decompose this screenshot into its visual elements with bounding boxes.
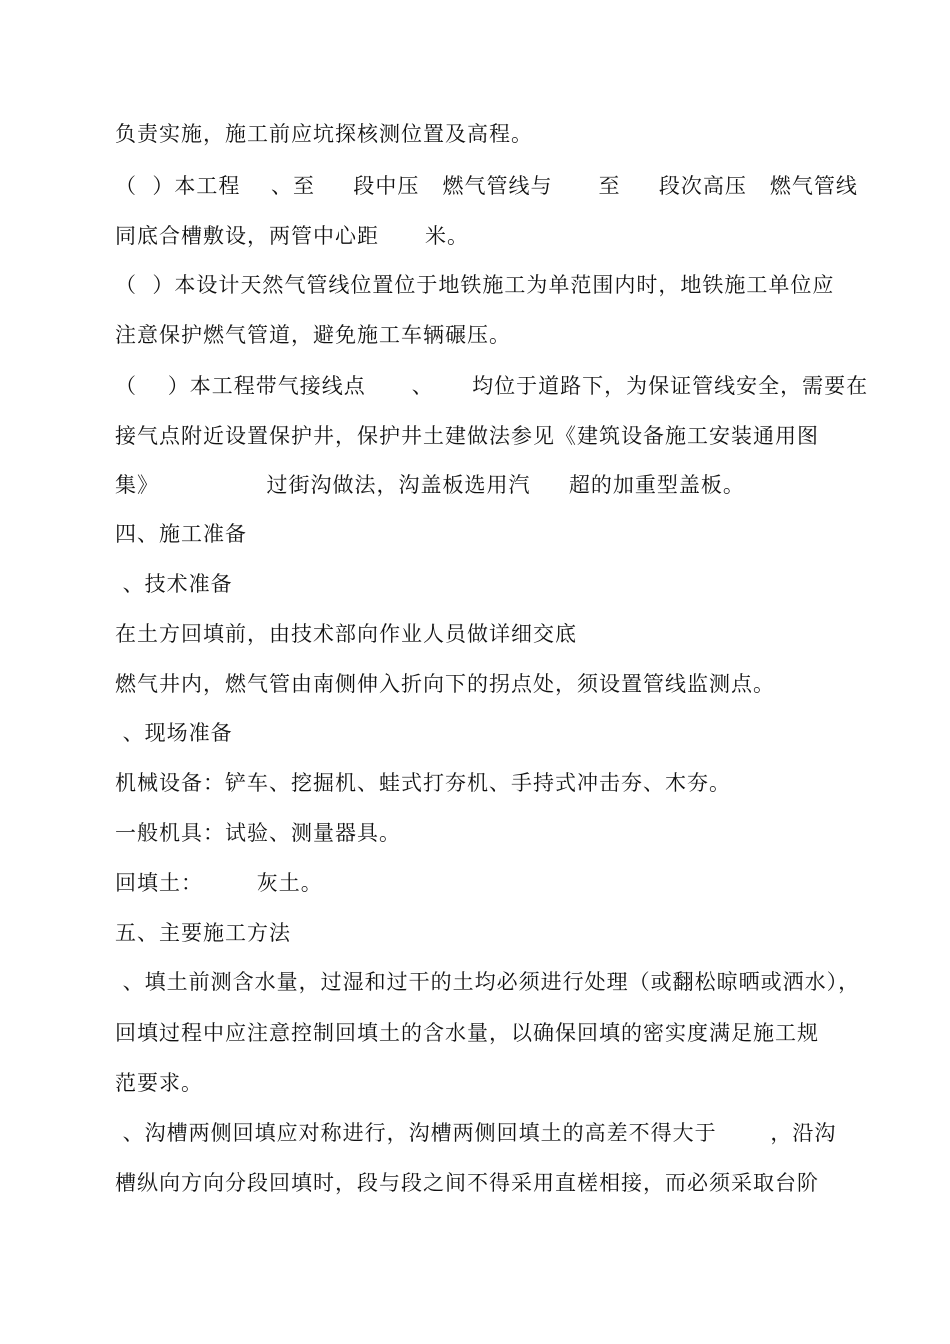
text-line: （ ）本工程带气接线点 、 均位于道路下，为保证管线安全，需要在 [115,374,869,398]
text-line: 接气点附近设置保护井，保护井土建做法参见《建筑设备施工安装通用图 [115,424,819,448]
text-line: 回填过程中应注意控制回填土的含水量，以确保回填的密实度满足施工规 [115,1021,819,1045]
text-line: 同底合槽敷设，两管中心距 米。 [115,224,470,248]
text-line: （ ）本工程 、至 段中压 燃气管线与 至 段次高压 燃气管线 [115,174,858,198]
text-line: 回填土： 灰土。 [115,871,323,895]
text-line: 一般机具：试验、测量器具。 [115,821,401,845]
text-line: 注意保护燃气管道，避免施工车辆碾压。 [115,323,511,347]
text-line: 负责实施，施工前应坑探核测位置及高程。 [115,122,533,146]
text-line: （ ）本设计天然气管线位置位于地铁施工为单范围内时，地铁施工单位应 [115,273,835,297]
text-line: 集》 过街沟做法，沟盖板选用汽 超的加重型盖板。 [115,473,745,497]
text-line: 、填土前测含水量，过湿和过干的土均必须进行处理（或翻松晾晒或洒水）， [115,970,861,994]
text-line: 机械设备：铲车、挖掘机、蛙式打夯机、手持式冲击夯、木夯。 [115,771,731,795]
text-line: 、沟槽两侧回填应对称进行，沟槽两侧回填土的高差不得大于 ，沿沟 [115,1121,837,1145]
text-line: 燃气井内，燃气管由南侧伸入折向下的拐点处，须设置管线监测点。 [115,672,775,696]
section-heading: 四、施工准备 [115,522,247,546]
text-line: 在土方回填前，由技术部向作业人员做详细交底 [115,622,577,646]
section-heading: 五、主要施工方法 [115,921,291,945]
text-line: 范要求。 [115,1071,203,1095]
subsection-heading: 、技术准备 [115,572,233,596]
subsection-heading: 、现场准备 [115,721,233,745]
text-line: 槽纵向方向分段回填时，段与段之间不得采用直槎相接，而必须采取台阶 [115,1171,819,1195]
